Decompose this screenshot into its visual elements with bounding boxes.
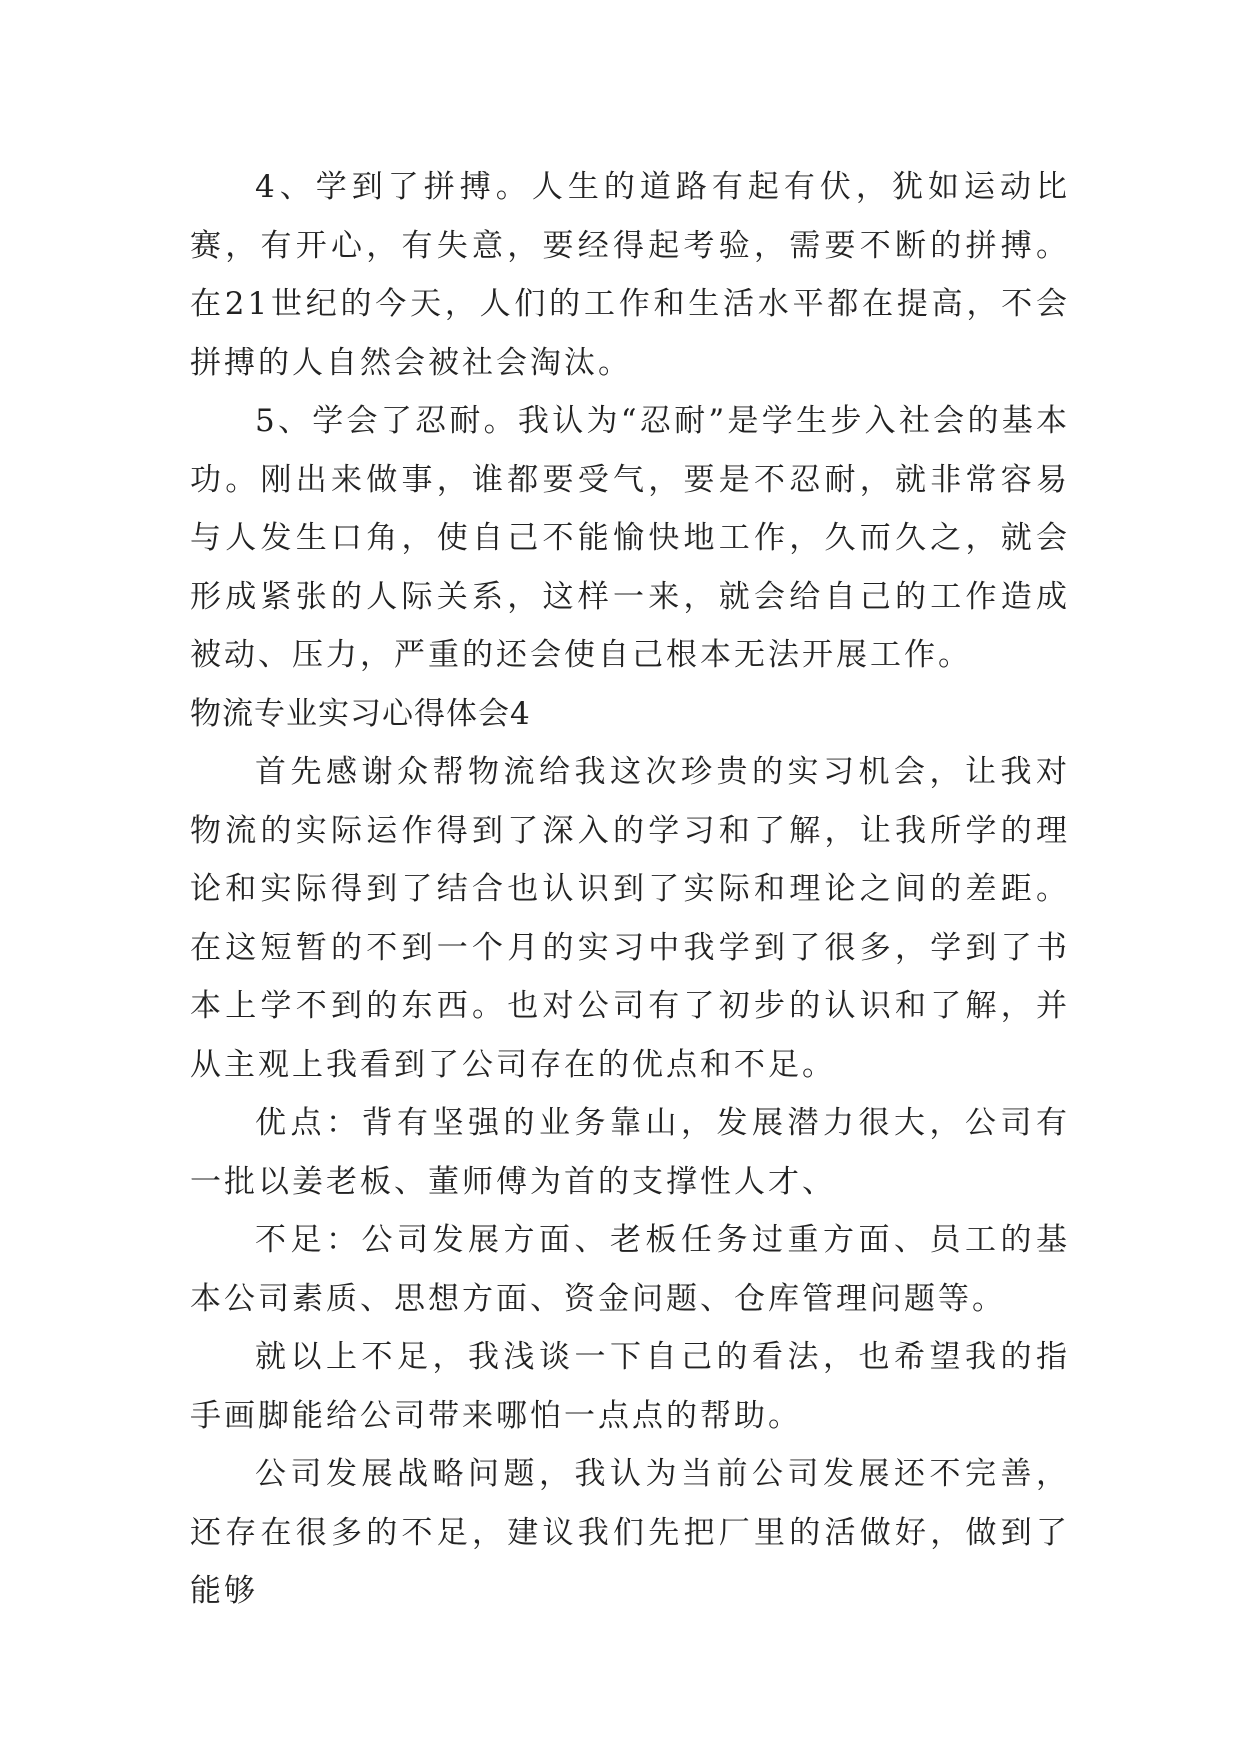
paragraph-advantages: 优点：背有坚强的业务靠山，发展潜力很大，公司有一批以姜老板、董师傅为首的支撑性人才、 [190, 1105, 1070, 1200]
section-heading: 物流专业实习心得体会4 [190, 695, 531, 732]
paragraph-learned-patience: 5、学会了忍耐。我认为“忍耐”是学生步入社会的基本功。刚出来做事，谁都要受气，要是不忍耐，就非常容易与人发生口角，使自己不能愉快地工作，久而久之，就会形成紧张的人际关系，这样一来，就会给自己的工作造成被动、压力，严重的还会使自己根本无法开展工作。 [190, 403, 1070, 673]
paragraph-shortcomings: 不足：公司发展方面、老板任务过重方面、员工的基本公司素质、思想方面、资金问题、仓库管理问题等。 [190, 1222, 1070, 1317]
document-body [190, 158, 1070, 1621]
paragraph-strategy: 公司发展战略问题，我认为当前公司发展还不完善，还存在很多的不足，建议我们先把厂里的活做好，做到了能够 [190, 1456, 1070, 1609]
paragraph-introduction: 首先感谢众帮物流给我这次珍贵的实习机会，让我对物流的实际运作得到了深入的学习和了解，让我所学的理论和实际得到了结合也认识到了实际和理论之间的差距。在这短暂的不到一个月的实习中我学到了很多，学到了书本上学不到的东西。也对公司有了初步的认识和了解，并从主观上我看到了公司存在的优点和不足。 [190, 754, 1070, 1083]
paragraph-learned-perseverance: 4、学到了拼搏。人生的道路有起有伏，犹如运动比赛，有开心，有失意，要经得起考验，需要不断的拼搏。在21世纪的今天，人们的工作和生活水平都在提高，不会拼搏的人自然会被社会淘汰。 [190, 169, 1070, 381]
paragraph-opinion: 就以上不足，我浅谈一下自己的看法，也希望我的指手画脚能给公司带来哪怕一点点的帮助。 [190, 1339, 1070, 1434]
